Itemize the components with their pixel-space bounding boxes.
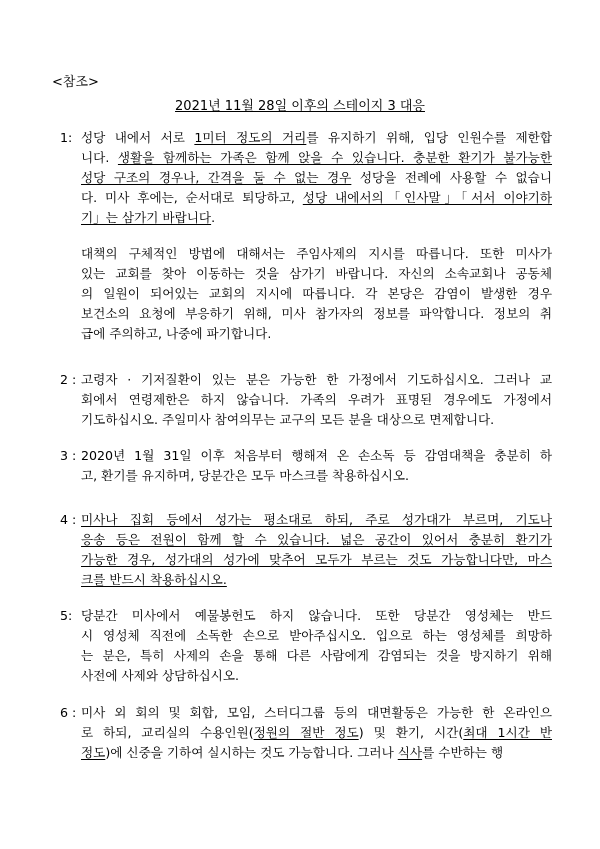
- underlined-text: 크를 반드시 착용하십시오.: [81, 572, 227, 587]
- text-line: [81, 168, 552, 188]
- text-line: [81, 148, 552, 168]
- underlined-text: 성당 내에서의「인사말」「서서 이야기하: [302, 190, 552, 205]
- item-body: [81, 128, 552, 228]
- text-segment: 보건소의 요청에 부응하기 위해, 미사 참가자의 정보를 파악합니다. 정보의 취: [81, 306, 552, 321]
- page-title: 2021년 11월 28일 이후의 스테이지 3 대응: [175, 99, 425, 114]
- item-number: 6 :: [60, 705, 77, 720]
- text-segment: 를 유지하기 위해, 입당 인원수를 제한합: [306, 130, 552, 145]
- underlined-text: 최대 1시간 반: [463, 725, 552, 740]
- text-line: [81, 410, 552, 430]
- underlined-text: 1미터 정도의 거리: [194, 130, 307, 145]
- text-line: [81, 570, 552, 590]
- item-number: 5:: [60, 608, 73, 623]
- item-number: 2 :: [60, 372, 77, 387]
- text-line: [81, 646, 552, 666]
- text-segment: 고, 환기를 유지하며, 당분간은 모두 마스크를 착용하십시오.: [81, 468, 410, 483]
- item-body: [81, 244, 552, 344]
- text-line: [81, 370, 552, 390]
- text-segment: 대책의 구체적인 방법에 대해서는 주임사제의 지시를 따릅니다. 또한 미사가: [81, 246, 552, 261]
- text-line: [81, 208, 552, 228]
- text-line: [81, 284, 552, 304]
- underlined-text: 가능한 경우, 성가대의 성가에 맞추어 모두가 부르는 것도 가능합니다만, 마스: [81, 552, 552, 567]
- text-segment: 회에서 연령제한은 하지 않습니다. 가족의 우려가 표명된 경우에도 가정에서: [81, 392, 552, 407]
- text-segment: 있는 교회를 찾아 이동하는 것을 삼가기 바랍니다. 자신의 소속교회나 공동체: [81, 266, 552, 281]
- item-body: [81, 606, 552, 686]
- text-segment: 사전에 사제와 상담하십시오.: [81, 668, 239, 683]
- text-line: [81, 188, 552, 208]
- underlined-text: 생활을 함께하는 가족은 함께 앉을 수 있습니다. 충분한 환기가 불가능한: [117, 150, 552, 165]
- text-line: [81, 626, 552, 646]
- section-3: [60, 446, 552, 486]
- underlined-text: 정원의 절반 정도: [253, 725, 359, 740]
- text-segment: 2020년 1월 31일 이후 처음부터 행해져 온 손소독 등 감염대책을 충분히 하: [81, 448, 552, 463]
- item-body: [81, 446, 552, 486]
- text-segment: 시 영성체 직전에 소독한 손으로 받아주십시오. 입으로 하는 영성체를 희망하: [81, 628, 552, 643]
- section-4: [60, 510, 552, 590]
- text-line: [81, 264, 552, 284]
- text-segment: 다. 미사 후에는, 순서대로 퇴당하고,: [81, 190, 303, 205]
- text-line: [81, 390, 552, 410]
- text-line: [81, 466, 552, 486]
- text-segment: 급에 주의하고, 나중에 파기합니다.: [81, 326, 272, 341]
- item-number: 4 :: [60, 512, 77, 527]
- text-line: [81, 606, 552, 626]
- underlined-text: 정도: [81, 745, 106, 760]
- text-segment: 성당 내에서 서로: [81, 130, 195, 145]
- text-line: [81, 128, 552, 148]
- item-number: 1:: [60, 130, 73, 145]
- text-line: [81, 510, 552, 530]
- text-line: [81, 446, 552, 466]
- underlined-text: 성당 구조의 경우나, 간격을 둘 수 없는 경우: [81, 170, 352, 185]
- underlined-text: 식사: [397, 745, 423, 760]
- section-1: [60, 128, 552, 228]
- text-line: [81, 703, 552, 723]
- section-1-continued: [60, 244, 552, 344]
- reference-label: <참조>: [52, 75, 99, 90]
- text-line: [81, 723, 552, 743]
- text-segment: 로 하되, 교리실의 수용인원(: [81, 725, 254, 740]
- text-segment: 는 분은, 특히 사제의 손을 통해 다른 사람에게 감염되는 것을 방지하기 위해: [81, 648, 552, 663]
- section-2: [60, 370, 552, 430]
- text-line: [81, 530, 552, 550]
- text-segment: 기도하십시오. 주일미사 참여의무는 교구의 모든 분을 대상으로 면제합니다.: [81, 412, 495, 427]
- section-6: [60, 703, 552, 763]
- text-segment: 당분간 미사에서 예물봉헌도 하지 않습니다. 또한 당분간 영성체는 반드: [81, 608, 552, 623]
- section-5: [60, 606, 552, 686]
- text-line: [81, 550, 552, 570]
- item-body: [81, 703, 552, 763]
- item-body: [81, 370, 552, 430]
- text-line: [81, 743, 552, 763]
- text-segment: )에 신중을 기하여 실시하는 것도 가능합니다. 그러나: [105, 745, 398, 760]
- text-line: [81, 304, 552, 324]
- item-body: [81, 510, 552, 590]
- text-line: [81, 244, 552, 264]
- underlined-text: 미사나 집회 등에서 성가는 평소대로 하되, 주로 성가대가 부르며, 기도나: [81, 512, 552, 527]
- text-line: [81, 666, 552, 686]
- underlined-text: 응송 등은 전원이 함께 할 수 있습니다. 넓은 공간이 있어서 충분히 환기가: [81, 532, 552, 547]
- text-line: [81, 324, 552, 344]
- text-segment: ) 및 환기, 시간(: [358, 725, 464, 740]
- text-segment: 를 수반하는 행: [422, 745, 504, 760]
- text-segment: 성당을 전례에 사용할 수 없습니: [351, 170, 552, 185]
- text-segment: 니다.: [81, 150, 118, 165]
- text-segment: 미사 외 회의 및 회합, 모임, 스터디그룹 등의 대면활동은 가능한 한 온라인으: [81, 705, 552, 720]
- item-number: 3 :: [60, 448, 77, 463]
- text-segment: .: [211, 210, 216, 225]
- underlined-text: 기」는 삼가기 바랍니다: [81, 210, 212, 225]
- text-segment: 고령자 · 기저질환이 있는 분은 가능한 한 가정에서 기도하십시오. 그러나 교: [81, 372, 552, 387]
- text-segment: 의 일원이 되어있는 교회의 지시에 따릅니다. 각 본당은 감염이 발생한 경우: [81, 286, 552, 301]
